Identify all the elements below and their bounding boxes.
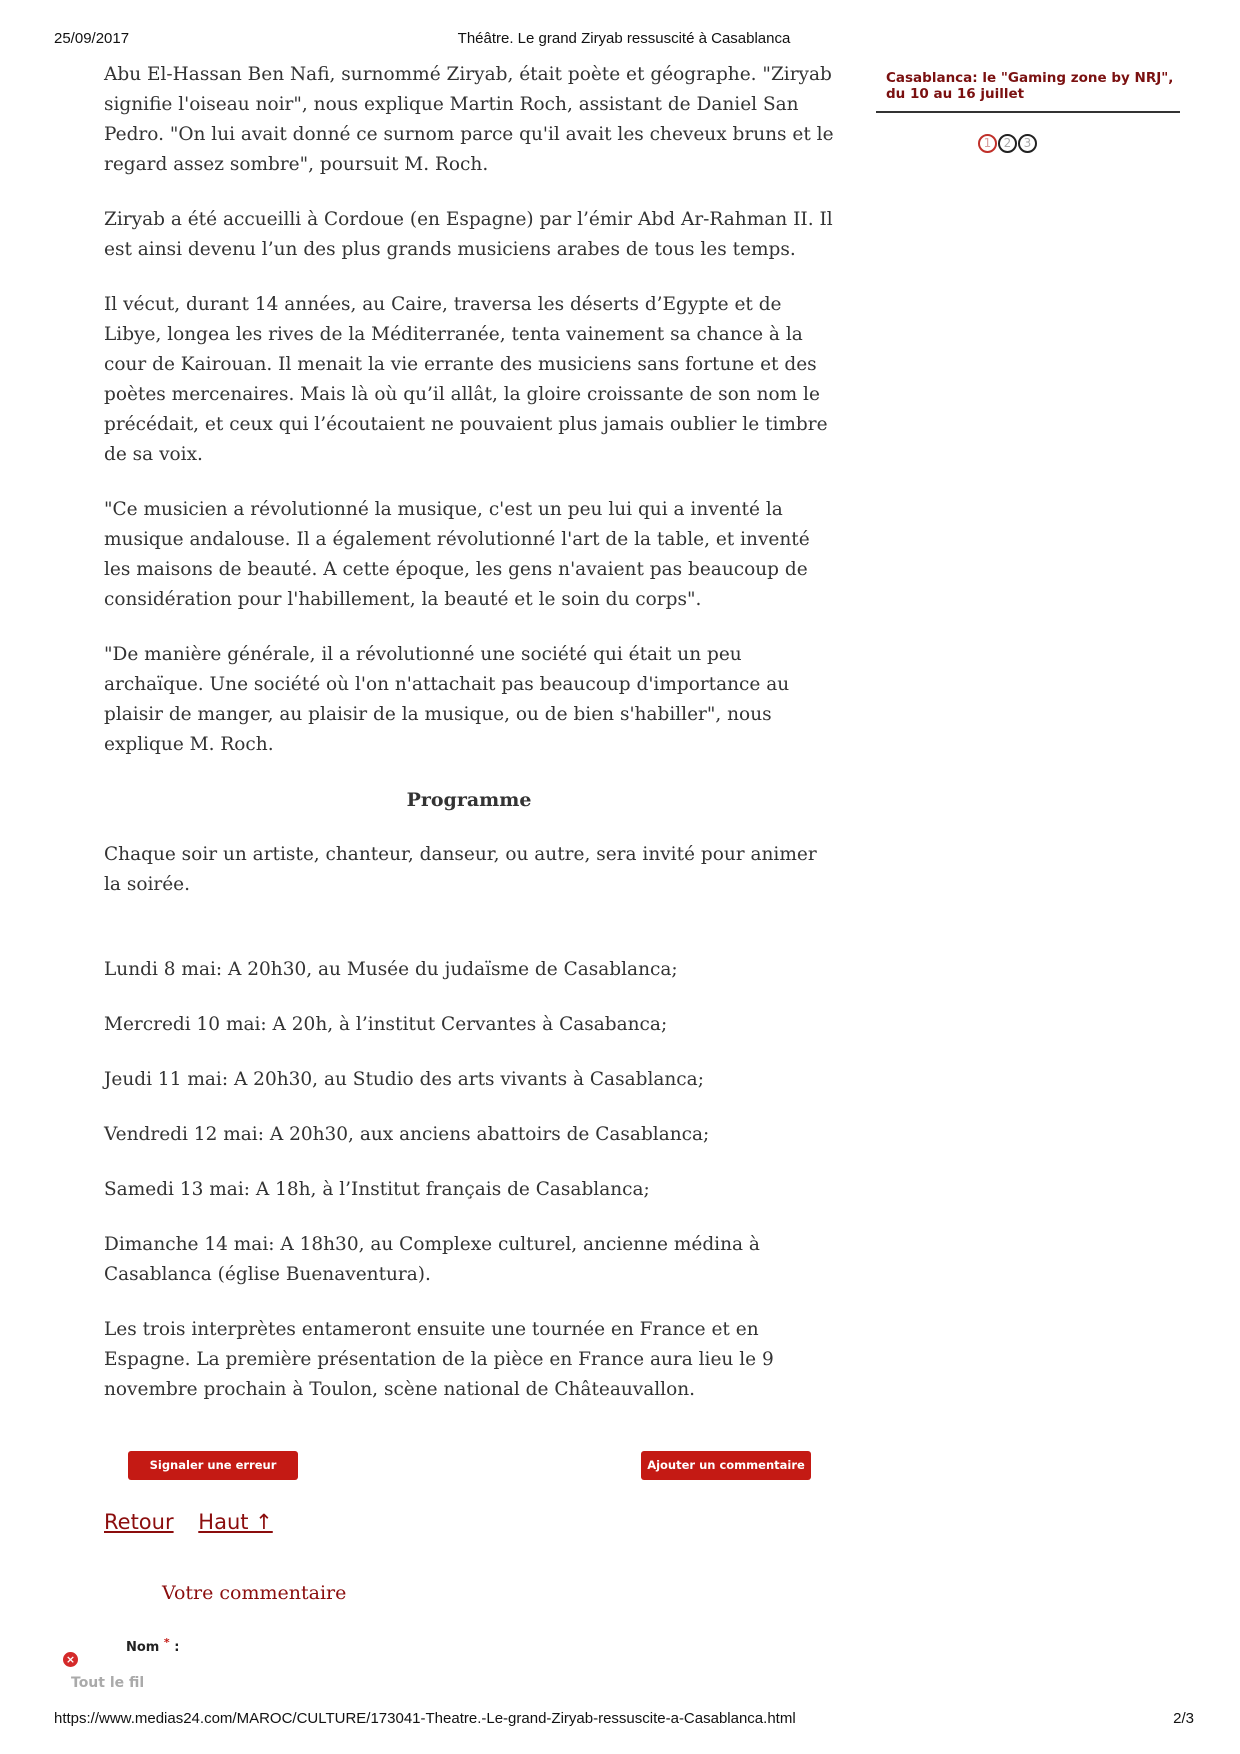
sidebar-pager: [978, 134, 1037, 153]
article-nav: [104, 1510, 291, 1534]
comment-heading: Votre commentaire: [162, 1582, 347, 1604]
report-error-button[interactable]: Signaler une erreur: [128, 1451, 298, 1480]
article-paragraph: Abu El-Hassan Ben Nafi, surnommé Ziryab, était poète et géographe. "Ziryab signifie l'oiseau noir", nous explique Martin Roch, assistant de Daniel San Pedro. "On lui avait donné ce surnom parce qu'il avait les cheveux bruns et le regard assez sombre", poursuit M. Roch.: [104, 64, 834, 175]
back-link[interactable]: Retour: [104, 1510, 174, 1534]
closing-paragraph: Les trois interprètes entameront ensuite une tournée en France et en Espagne. La première présentation de la pièce en France aura lieu le 9 novembre prochain à Toulon, scène national de Châteauvallon.: [104, 1319, 774, 1400]
name-label-text: Nom: [126, 1640, 160, 1655]
print-title: Théâtre. Le grand Ziryab ressuscité à Casablanca: [457, 30, 791, 47]
schedule-item: Jeudi 11 mai: A 20h30, au Studio des arts vivants à Casablanca;: [104, 1069, 704, 1090]
article-body: [104, 60, 834, 1430]
schedule-item: Mercredi 10 mai: A 20h, à l’institut Cervantes à Casabanca;: [104, 1014, 668, 1035]
schedule-item: Samedi 13 mai: A 18h, à l’Institut français de Casablanca;: [104, 1179, 650, 1200]
sidebar-divider: [876, 111, 1180, 113]
required-marker: *: [163, 1636, 170, 1649]
schedule-item: Dimanche 14 mai: A 18h30, au Complexe culturel, ancienne médina à Casablanca (église Buenaventura).: [104, 1234, 760, 1285]
print-header: [54, 30, 1194, 54]
programme-intro: Chaque soir un artiste, chanteur, danseur, ou autre, sera invité pour animer la soirée.: [104, 844, 817, 895]
close-icon[interactable]: ×: [63, 1652, 78, 1667]
article-paragraph: "Ce musicien a révolutionné la musique, c'est un peu lui qui a inventé la musique andalouse. Il a également révolutionné l'art de la table, et inventé les maisons de beauté. A cette époque, les gens n'avaient pas beaucoup de considération pour l'habillement, la beauté et le soin du corps".: [104, 499, 810, 610]
name-label-colon: :: [174, 1640, 180, 1655]
print-date: 25/09/2017: [54, 30, 130, 47]
article-paragraph: "De manière générale, il a révolutionné une société qui était un peu archaïque. Une société où l'on n'attachait pas beaucoup d'importance au plaisir de manger, au plaisir de la musique, ou de bien s'habiller", nous explique M. Roch.: [104, 644, 790, 755]
add-comment-button[interactable]: Ajouter un commentaire: [641, 1451, 811, 1480]
top-link[interactable]: Haut ↑: [198, 1510, 273, 1534]
article-paragraph: Il vécut, durant 14 années, au Caire, traversa les déserts d’Egypte et de Libye, longea les rives de la Méditerranée, tenta vainement sa chance à la cour de Kairouan. Il menait la vie errante des musiciens sans fortune et des poètes mercenaires. Mais là où qu’il allât, la gloire croissante de son nom le précédait, et ceux qui l’écoutaient ne pouvaient plus jamais oublier le timbre de sa voix.: [104, 294, 828, 465]
schedule-item: Lundi 8 mai: A 20h30, au Musée du judaïsme de Casablanca;: [104, 959, 678, 980]
pager-dot-3[interactable]: 3: [1018, 134, 1037, 153]
print-page-number: 2/3: [1173, 1710, 1194, 1727]
sidebar-headline-link[interactable]: Casablanca: le "Gaming zone by NRJ", du 10 au 16 juillet: [886, 70, 1174, 102]
feed-label[interactable]: Tout le fil: [71, 1675, 145, 1691]
article-paragraph: Ziryab a été accueilli à Cordoue (en Espagne) par l’émir Abd Ar-Rahman II. Il est ainsi devenu l’un des plus grands musiciens arabes de tous les temps.: [104, 209, 833, 260]
schedule-item: Vendredi 12 mai: A 20h30, aux anciens abattoirs de Casablanca;: [104, 1124, 710, 1145]
pager-dot-2[interactable]: 2: [998, 134, 1017, 153]
print-url: https://www.medias24.com/MAROC/CULTURE/173041-Theatre.-Le-grand-Ziryab-ressuscite-a-Casablanca.html: [54, 1710, 796, 1727]
programme-heading: Programme: [406, 789, 532, 811]
name-field-label: [126, 1636, 180, 1655]
pager-dot-1[interactable]: 1: [978, 134, 997, 153]
